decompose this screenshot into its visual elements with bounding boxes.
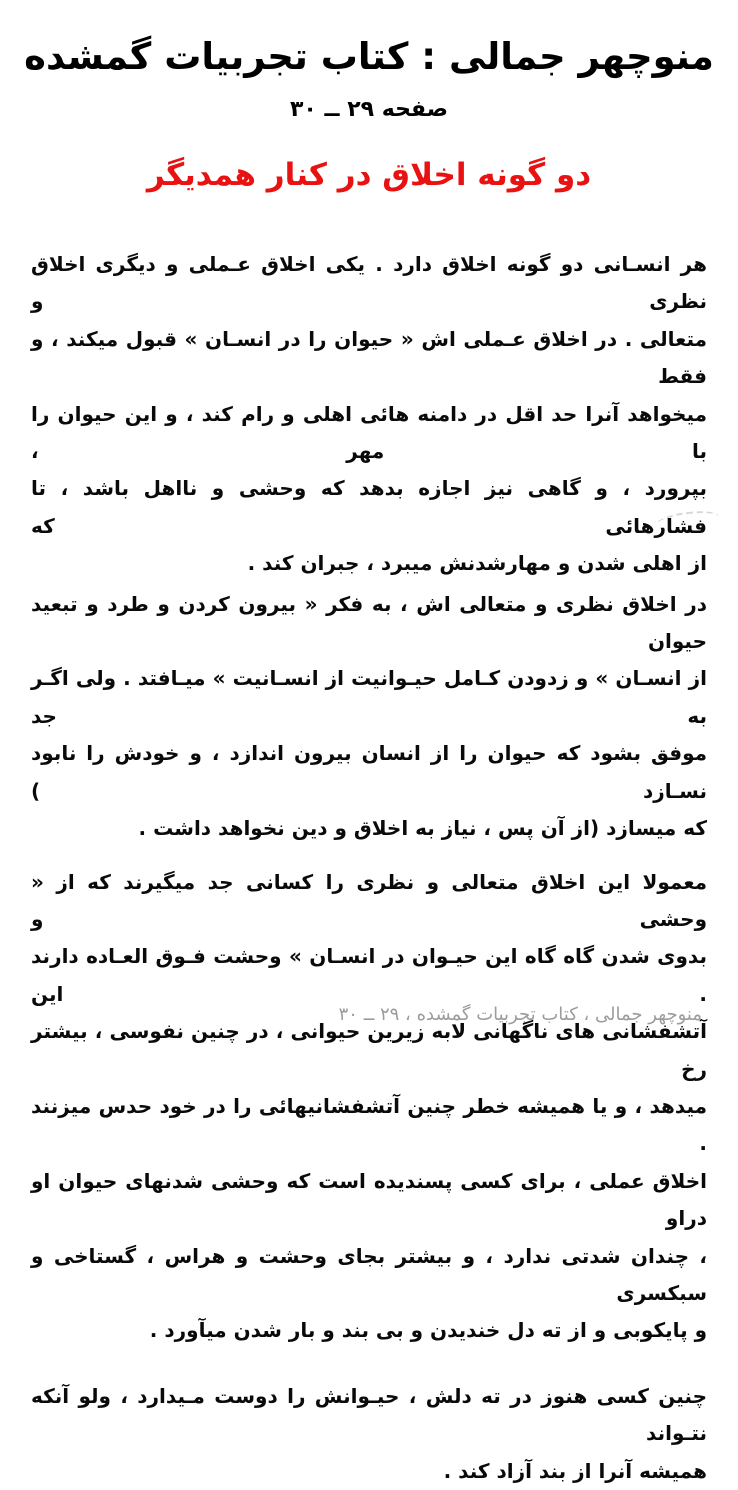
paragraph: [31, 864, 707, 1350]
text-line: و پایکوبی و از ته دل خندیدن و بی بند و بار شدن میآورد .: [149, 1318, 707, 1343]
paragraph: [31, 246, 707, 583]
text-line: معمولا این اخلاق متعالی و نظری را کسانی جد میگیرند که از « وحشی و: [31, 869, 707, 931]
text-line: متعالی . در اخلاق عـملی اش « حیوان را در انسـان » قبول میکند ، و فقط: [31, 326, 707, 389]
page-title: منوچهر جمالی : کتاب تجربیات گمشده: [24, 35, 714, 78]
text-line: در اخلاق نظری و متعالی اش ، به فکر « بیرون کردن و طرد و تبعید حیوان: [31, 591, 707, 654]
text-line: آتشفشانی های ناگهانی لابه زیرین حیوانی ، در چنین نفوسی ، بیشتر رخ: [31, 1019, 707, 1081]
text-line: چنین کسی هنوز در ته دلش ، حیـوانش را دوست مـیدارد ، ولو آنکه نتـواند: [31, 1383, 707, 1446]
text-line: بدوی شدن گاه گاه این حیـوان در انسـان » وحشت فـوق العـاده دارند . این: [31, 944, 707, 1006]
text-line: از انسـان » و زدودن کـامل حیـوانیت از انسـانیت » میـافتد . ولی اگـر به جد: [31, 666, 707, 728]
text-line: اخلاق عملی ، برای کسی پسندیده است که وحشی شدنهای حیوان او دراو: [31, 1168, 707, 1231]
text-line: بپرورد ، و گاهی نیز اجازه بدهد که وحشی و نااهل باشد ، تا فشارهائی که: [31, 476, 707, 538]
text-line: موفق بشود که حیوان را از انسان بیرون اندازد ، و خودش را نابود نسـازد ): [31, 741, 707, 803]
page-range: صفحه ۲۹ ــ ۳۰: [289, 97, 449, 122]
body-text: [31, 246, 707, 1490]
footer-citation: منوچهر جمالی ، کتاب تجربیات گمشده ، ۲۹ ــ ۳۰: [338, 1004, 702, 1025]
paragraph: [31, 586, 707, 848]
text-line: ، چندان شدتی ندارد ، و بیشتر بجای وحشت و هراس ، گستاخی و سبکسری: [31, 1243, 707, 1305]
text-line: هر انسـانی دو گونه اخلاق دارد . یکی اخلاق عـملی و دیگری اخلاق نظری و: [31, 252, 707, 314]
section-heading: دو گونه اخلاق در کنار همدیگر: [146, 157, 592, 193]
text-line: میخواهد آنرا حد اقل در دامنه هائی اهلی و رام کند ، و این حیوان را با مهر ،: [31, 401, 707, 464]
paragraph: [31, 1378, 707, 1490]
text-line: از اهلی شدن و مهارشدنش میبرد ، جبران کند .: [247, 551, 707, 576]
text-line: میدهد ، و یا همیشه خطر چنین آتشفشانیهائی را در خود حدس میزنند .: [31, 1093, 707, 1156]
text-line: که میسازد (از آن پس ، نیاز به اخلاق و دین نخواهد داشت .: [138, 816, 707, 841]
text-line: همیشه آنرا از بند آزاد کند .: [443, 1458, 707, 1483]
